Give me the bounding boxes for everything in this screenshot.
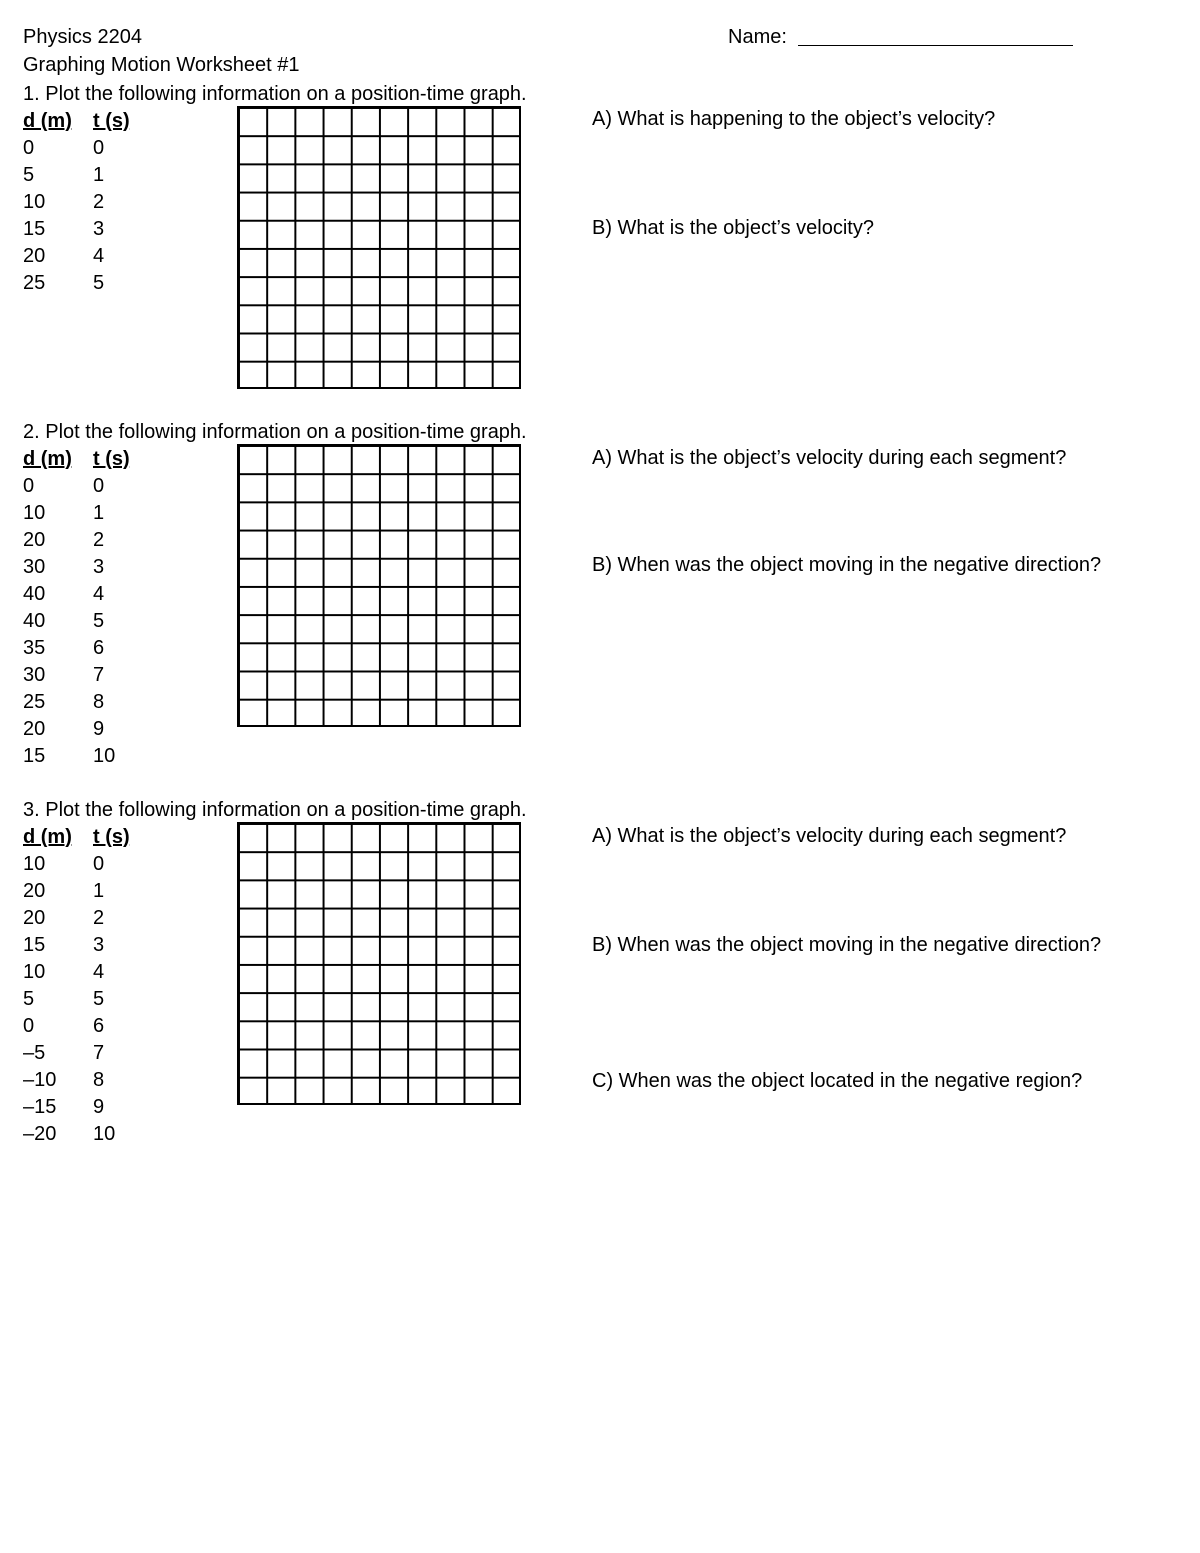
time-cell: 5 [93,610,105,632]
distance-cell: 20 [23,529,46,551]
time-cell: 0 [93,137,105,159]
time-cell: 2 [93,907,105,929]
time-cell: 1 [93,164,105,186]
distance-cell: 0 [23,137,35,159]
name-blank-line[interactable] [798,45,1073,46]
time-cell: 1 [93,502,105,524]
time-cell: 9 [93,718,105,740]
distance-cell: 10 [23,961,46,983]
problem-prompt: 1. Plot the following information on a position-time graph. [23,83,527,105]
time-cell: 0 [93,853,105,875]
question-c: C) When was the object located in the negative region? [592,1070,1083,1092]
distance-cell: –10 [23,1069,57,1091]
distance-cell: 5 [23,164,35,186]
distance-cell: 20 [23,907,46,929]
question-b: B) When was the object moving in the negative direction? [592,934,1102,956]
distance-cell: 15 [23,934,46,956]
problem-prompt: 3. Plot the following information on a position-time graph. [23,799,527,821]
distance-cell: 20 [23,245,46,267]
distance-cell: 10 [23,502,46,524]
time-cell: 2 [93,529,105,551]
question-a: A) What is the object’s velocity during each segment? [592,825,1067,847]
question-a: A) What is happening to the object’s velocity? [592,108,996,130]
time-cell: 5 [93,272,105,294]
time-cell: 3 [93,218,105,240]
distance-cell: 40 [23,610,46,632]
distance-cell: 10 [23,853,46,875]
distance-cell: 35 [23,637,46,659]
time-cell: 5 [93,988,105,1010]
distance-cell: 30 [23,664,46,686]
column-header-time: t (s) [93,448,130,470]
time-cell: 7 [93,664,105,686]
distance-cell: –15 [23,1096,57,1118]
distance-cell: 15 [23,218,46,240]
graph-grid[interactable] [237,822,521,1105]
time-cell: 4 [93,961,105,983]
time-cell: 0 [93,475,105,497]
distance-cell: 0 [23,1015,35,1037]
distance-cell: 5 [23,988,35,1010]
question-b: B) When was the object moving in the negative direction? [592,554,1102,576]
question-b: B) What is the object’s velocity? [592,217,874,239]
column-header-distance: d (m) [23,826,72,848]
time-cell: 1 [93,880,105,902]
time-cell: 8 [93,1069,105,1091]
time-cell: 4 [93,583,105,605]
time-cell: 10 [93,1123,116,1145]
distance-cell: 10 [23,191,46,213]
course-title: Physics 2204 [23,26,142,48]
distance-cell: 40 [23,583,46,605]
distance-cell: 20 [23,880,46,902]
time-cell: 10 [93,745,116,767]
question-a: A) What is the object’s velocity during each segment? [592,447,1067,469]
column-header-distance: d (m) [23,110,72,132]
distance-cell: –5 [23,1042,46,1064]
column-header-time: t (s) [93,110,130,132]
graph-grid[interactable] [237,444,521,727]
time-cell: 2 [93,191,105,213]
time-cell: 4 [93,245,105,267]
time-cell: 6 [93,1015,105,1037]
time-cell: 6 [93,637,105,659]
time-cell: 9 [93,1096,105,1118]
distance-cell: 30 [23,556,46,578]
time-cell: 8 [93,691,105,713]
time-cell: 3 [93,556,105,578]
graph-grid[interactable] [237,106,521,389]
time-cell: 7 [93,1042,105,1064]
problem-prompt: 2. Plot the following information on a position-time graph. [23,421,527,443]
time-cell: 3 [93,934,105,956]
column-header-time: t (s) [93,826,130,848]
distance-cell: –20 [23,1123,57,1145]
distance-cell: 20 [23,718,46,740]
distance-cell: 0 [23,475,35,497]
worksheet-title: Graphing Motion Worksheet #1 [23,54,300,76]
distance-cell: 15 [23,745,46,767]
distance-cell: 25 [23,691,46,713]
name-label: Name: [728,26,787,48]
column-header-distance: d (m) [23,448,72,470]
distance-cell: 25 [23,272,46,294]
